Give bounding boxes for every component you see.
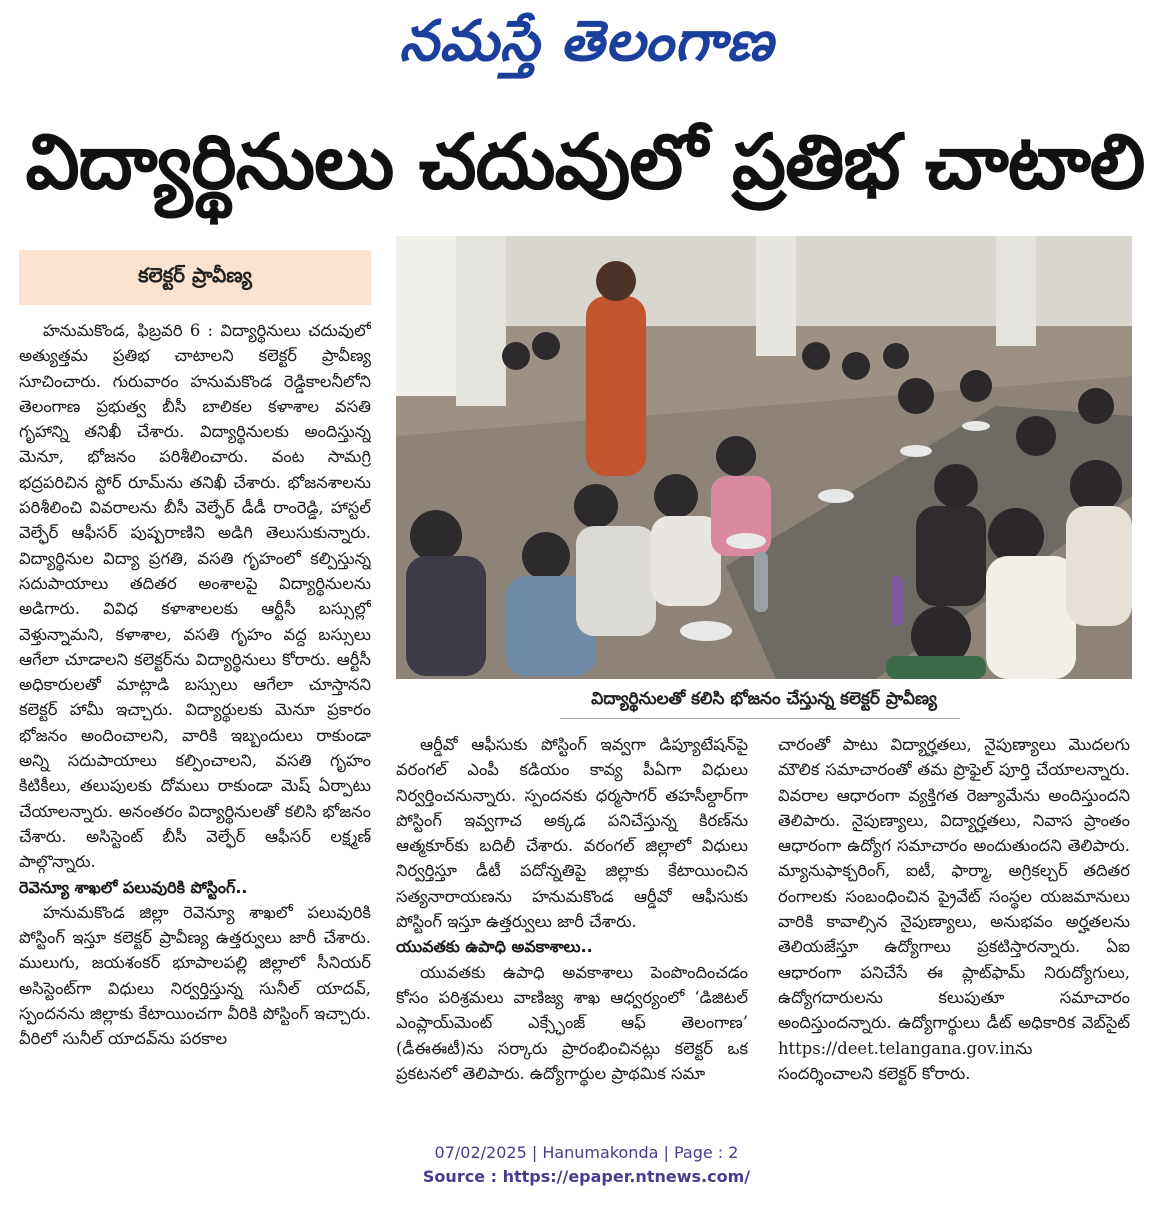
footer-date-edition: 07/02/2025 | Hanumakonda | Page : 2 [434, 1143, 739, 1162]
article-column-3 [778, 732, 1130, 1122]
page-footer [0, 1141, 1173, 1189]
column-2-paragraph-1: ఆర్డీవో ఆఫీసుకు పోస్టింగ్ ఇవ్వగా డిప్యూటేషన్‌పై వరంగల్ ఎంపీ కడియం కావ్య పీఏగా విధులు నిర్వర్తించనున్నారు. స్పందనకు ధర్మసాగర్ తహసీల్దార్‌గా పోస్టింగ్ ఇవ్వగాచ అక్కడ పనిచేస్తున్న కిరణ్‌ను ఆత్మకూర్‌కు బదిలీ చేశారు. వరంగల్ జిల్లాలో విధులు నిర్వర్తిస్తూ డీటీ పదోన్నతిపై జిల్లాకు కేటాయించిన సత్యనారాయణను హనుమకొండ ఆర్డీవో ఆఫీసుకు పోస్టింగ్ ఇస్తూ ఉత్తర్వులు జారీ చేశారు. [396, 735, 748, 932]
column-1-paragraph-1: హనుమకొండ, ఫిబ్రవరి 6 : విద్యార్థినులు చదువులో అత్యుత్తమ ప్రతిభ చాటాలని కలెక్టర్ ప్రావీణ్య సూచించారు. గురువారం హనుమకొండ రెడ్డికాలనీలోని తెలంగాణ ప్రభుత్వ బీసీ బాలికల కళాశాల వసతి గృహాన్ని తనిఖీ చేశారు. విద్యార్థినులకు అందిస్తున్న మెనూ, భోజనం పరిశీలించారు. వంట సామగ్రి భద్రపరిచిన స్టోర్ రూమ్‌ను తనిఖీ చేశారు. భోజనశాలను పరిశీలించి వివరాలను బీసీ వెల్ఫేర్ డీడీ రాంరెడ్డి, హాస్టల్ వెల్ఫేర్ ఆఫీసర్ పుష్పరాణిని అడిగి తెలుసుకున్నారు. విద్యార్థినుల విద్యా ప్రగతి, వసతి గృహంలో కల్పిస్తున్న సదుపాయాలు తదితర అంశాలపై విద్యార్థినులను అడిగారు. వివిధ కళాశాలలకు ఆర్టీసీ బస్సుల్లో వెళ్తున్నామని, కళాశాల, వసతి గృహం వద్ద బస్సులు ఆగేలా చూడాలని కలెక్టర్‌ను విద్యార్థినులు కోరారు. ఆర్టీసీ అధికారులతో మాట్లాడి బస్సులు ఆగేలా చూస్తానని కలెక్టర్ హామీ ఇచ్చారు. విద్యార్థులకు మెనూ ప్రకారం భోజనం అందించాలని, వారికి ఇబ్బందులు రాకుండా అన్ని సదుపాయాలు కల్పించాలని, వసతి గృహం కిటికీలు, తలుపులకు దోమలు రాకుండా మెష్ ఏర్పాటు చేయాలన్నారు. అనంతరం విద్యార్థినులతో కలిసి భోజనం చేశారు. అసిస్టెంట్ బీసీ వెల్ఫేర్ ఆఫీసర్ లక్ష్మణ్ పాల్గొన్నారు. [19, 321, 371, 872]
article-column-2 [396, 732, 748, 1122]
article-photo [396, 236, 1132, 679]
column-1-paragraph-2: హనుమకొండ జిల్లా రెవెన్యూ శాఖలో పలువురికి పోస్టింగ్ ఇస్తూ కలెక్టర్ ప్రావీణ్య ఉత్తర్వులు జారీ చేశారు. ములుగు, జయశంకర్ భూపాలపల్లి జిల్లాలో సీనియర్ అసిస్టెంట్‌గా విధులు నిర్వర్తిస్తున్న సునీల్ యాదవ్, స్పందనను జిల్లాకు కేటాయించగా వీరికి పోస్టింగ్ ఇచ్చారు. వీరిలో సునీల్ యాదవ్‌ను పరకాల [19, 902, 371, 1049]
column-1-subhead: రెవెన్యూ శాఖలో పలువురికి పోస్టింగ్.. [19, 877, 248, 897]
column-2-paragraph-2: యువతకు ఉపాధి అవకాశాలు పెంపొందించడం కోసం పరిశ్రమలు వాణిజ్య శాఖ ఆధ్వర్యంలో ‘డిజిటల్ ఎంప్లాయ్‌మెంట్ ఎక్స్ఛేంజ్ ఆఫ్ తెలంగాణ’ (డీఈఈటీ)ను సర్కారు ప్రారంభించినట్లు కలెక్టర్ ఒక ప్రకటనలో తెలిపారు. ఉద్యోగార్థుల ప్రాథమిక సమా [396, 962, 748, 1083]
caption-divider [560, 718, 960, 719]
footer-source-link[interactable]: Source : https://epaper.ntnews.com/ [422, 1167, 751, 1186]
masthead-logo: నమస్తే తెలంగాణ [399, 9, 774, 74]
byline-text: కలెక్టర్ ప్రావీణ్య [138, 263, 252, 287]
article-headline: విద్యార్థినులు చదువులో ప్రతిభ చాటాలి [25, 117, 1145, 206]
column-2-subhead: యువతకు ఉపాధి అవకాశాలు.. [396, 937, 593, 957]
photo-caption: విద్యార్థినులతో కలిసి భోజనం చేస్తున్న కలెక్టర్ ప్రావీణ్య [591, 689, 937, 709]
column-3-paragraph-1: చారంతో పాటు విద్యార్హతలు, నైపుణ్యాలు మొదలగు మౌలిక సమాచారంతో తమ ప్రొఫైల్ పూర్తి చేయాలన్నారు. వివరాల ఆధారంగా వ్యక్తిగత రెజ్యూమేను అందిస్తుందని తెలిపారు. నైపుణ్యాలు, విద్యార్హతలు, నివాస ప్రాంతం ఆధారంగా ఉద్యోగ సమాచారం అందుతుందని తెలిపారు. మ్యానుఫాక్చరింగ్, ఐటీ, ఫార్మా, అగ్రికల్చర్ తదితర రంగాలకు సంబంధించిన ప్రైవేట్ సంస్థల యజమానులు వారికి కావాల్సిన నైపుణ్యాలు, అనుభవం అర్హతలను తెలియజేస్తూ ఉద్యోగాలు ప్రకటిస్తారన్నారు. ఏఐ ఆధారంగా పనిచేసే ఈ ప్లాట్‌ఫామ్ నిరుద్యోగులు, ఉద్యోగదారులను కలుపుతూ సమాచారం అందిస్తుందన్నారు. ఉద్యోగార్థులు డీట్ అధికారిక వెబ్‌సైట్ https://deet.telangana.gov.inను సందర్శించాలని కలెక్టర్ కోరారు. [778, 735, 1130, 1083]
byline-box [19, 250, 371, 305]
article-column-1 [19, 318, 371, 1118]
